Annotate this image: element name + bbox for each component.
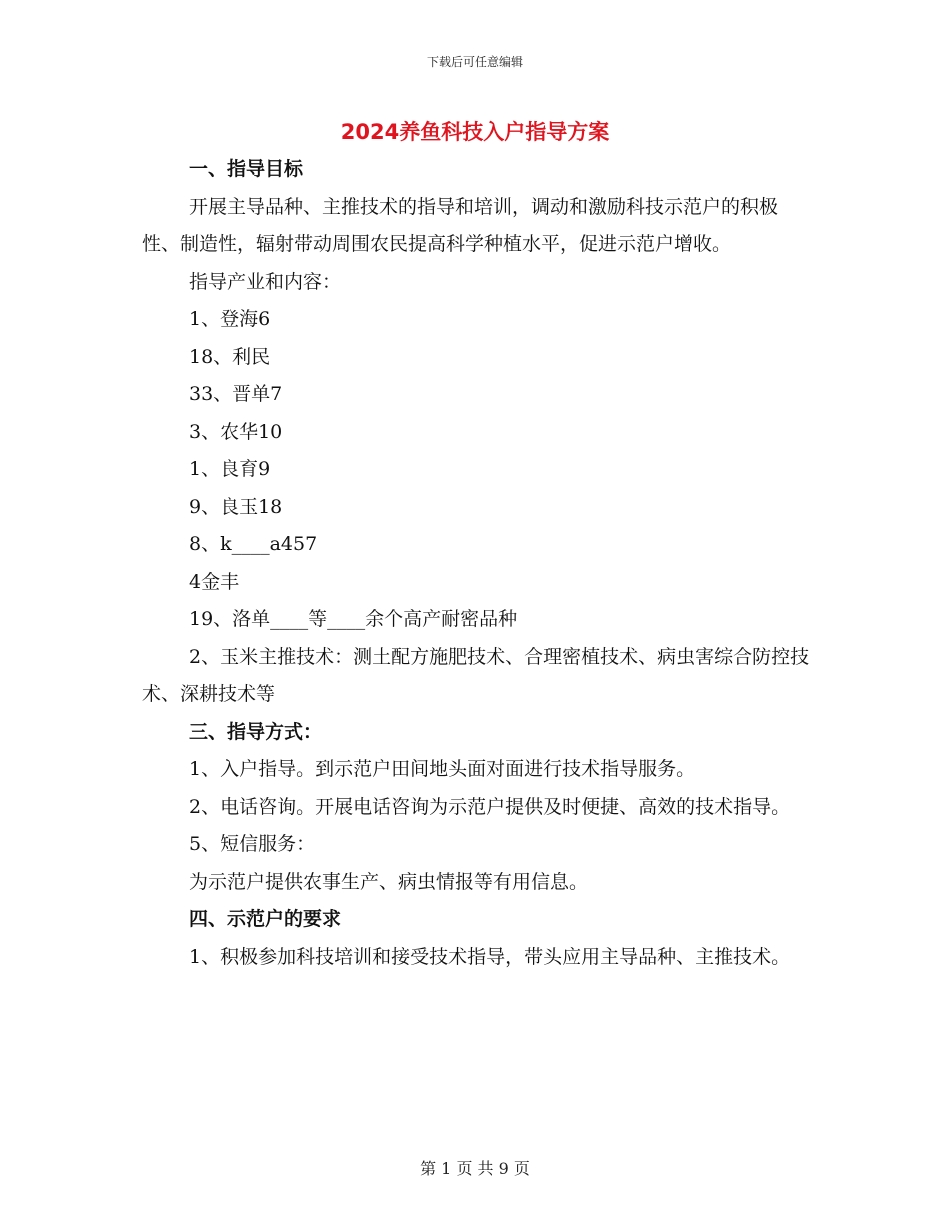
paragraph: 1、入户指导。到示范户田间地头面对面进行技术指导服务。 <box>189 758 696 780</box>
section-heading: 一、指导目标 <box>189 158 304 180</box>
paragraph: 1、积极参加科技培训和接受技术指导，带头应用主导品种、主推技术。 <box>189 945 791 968</box>
paragraph: 为示范户提供农事生产、病虫情报等有用信息。 <box>189 870 589 893</box>
list-item: 9、良玉18 <box>189 495 283 518</box>
list-item: 3、农华10 <box>189 420 283 443</box>
list-item: 18、利民 <box>189 345 271 368</box>
header-note: 下载后可任意编辑 <box>426 55 523 69</box>
list-item: 1、良育9 <box>189 458 271 480</box>
document-title: 2024养鱼科技入户指导方案 <box>340 120 610 144</box>
paragraph: 2、玉米主推技术：测土配方施肥技术、合理密植技术、病虫害综合防控技术、深耕技术等 <box>142 645 810 705</box>
section-heading: 三、指导方式： <box>189 720 323 743</box>
list-item: 1、登海6 <box>189 308 271 330</box>
document-body <box>142 151 810 976</box>
list-item: 8、k____a457 <box>189 533 318 555</box>
list-item: 4金丰 <box>189 570 240 593</box>
paragraph: 指导产业和内容： <box>189 270 342 293</box>
list-item: 33、晋单7 <box>189 383 283 405</box>
page-number: 第 1 页 共 9 页 <box>420 1159 530 1178</box>
paragraph: 2、电话咨询。开展电话咨询为示范户提供及时便捷、高效的技术指导。 <box>189 795 791 818</box>
section-heading: 四、示范户的要求 <box>189 908 342 930</box>
list-item: 19、洛单____等____余个高产耐密品种 <box>189 608 518 630</box>
paragraph: 开展主导品种、主推技术的指导和培训，调动和激励科技示范户的积极性、制造性，辐射带动周围农民提高科学种植水平，促进示范户增收。 <box>142 195 779 255</box>
paragraph: 5、短信服务： <box>189 833 316 855</box>
